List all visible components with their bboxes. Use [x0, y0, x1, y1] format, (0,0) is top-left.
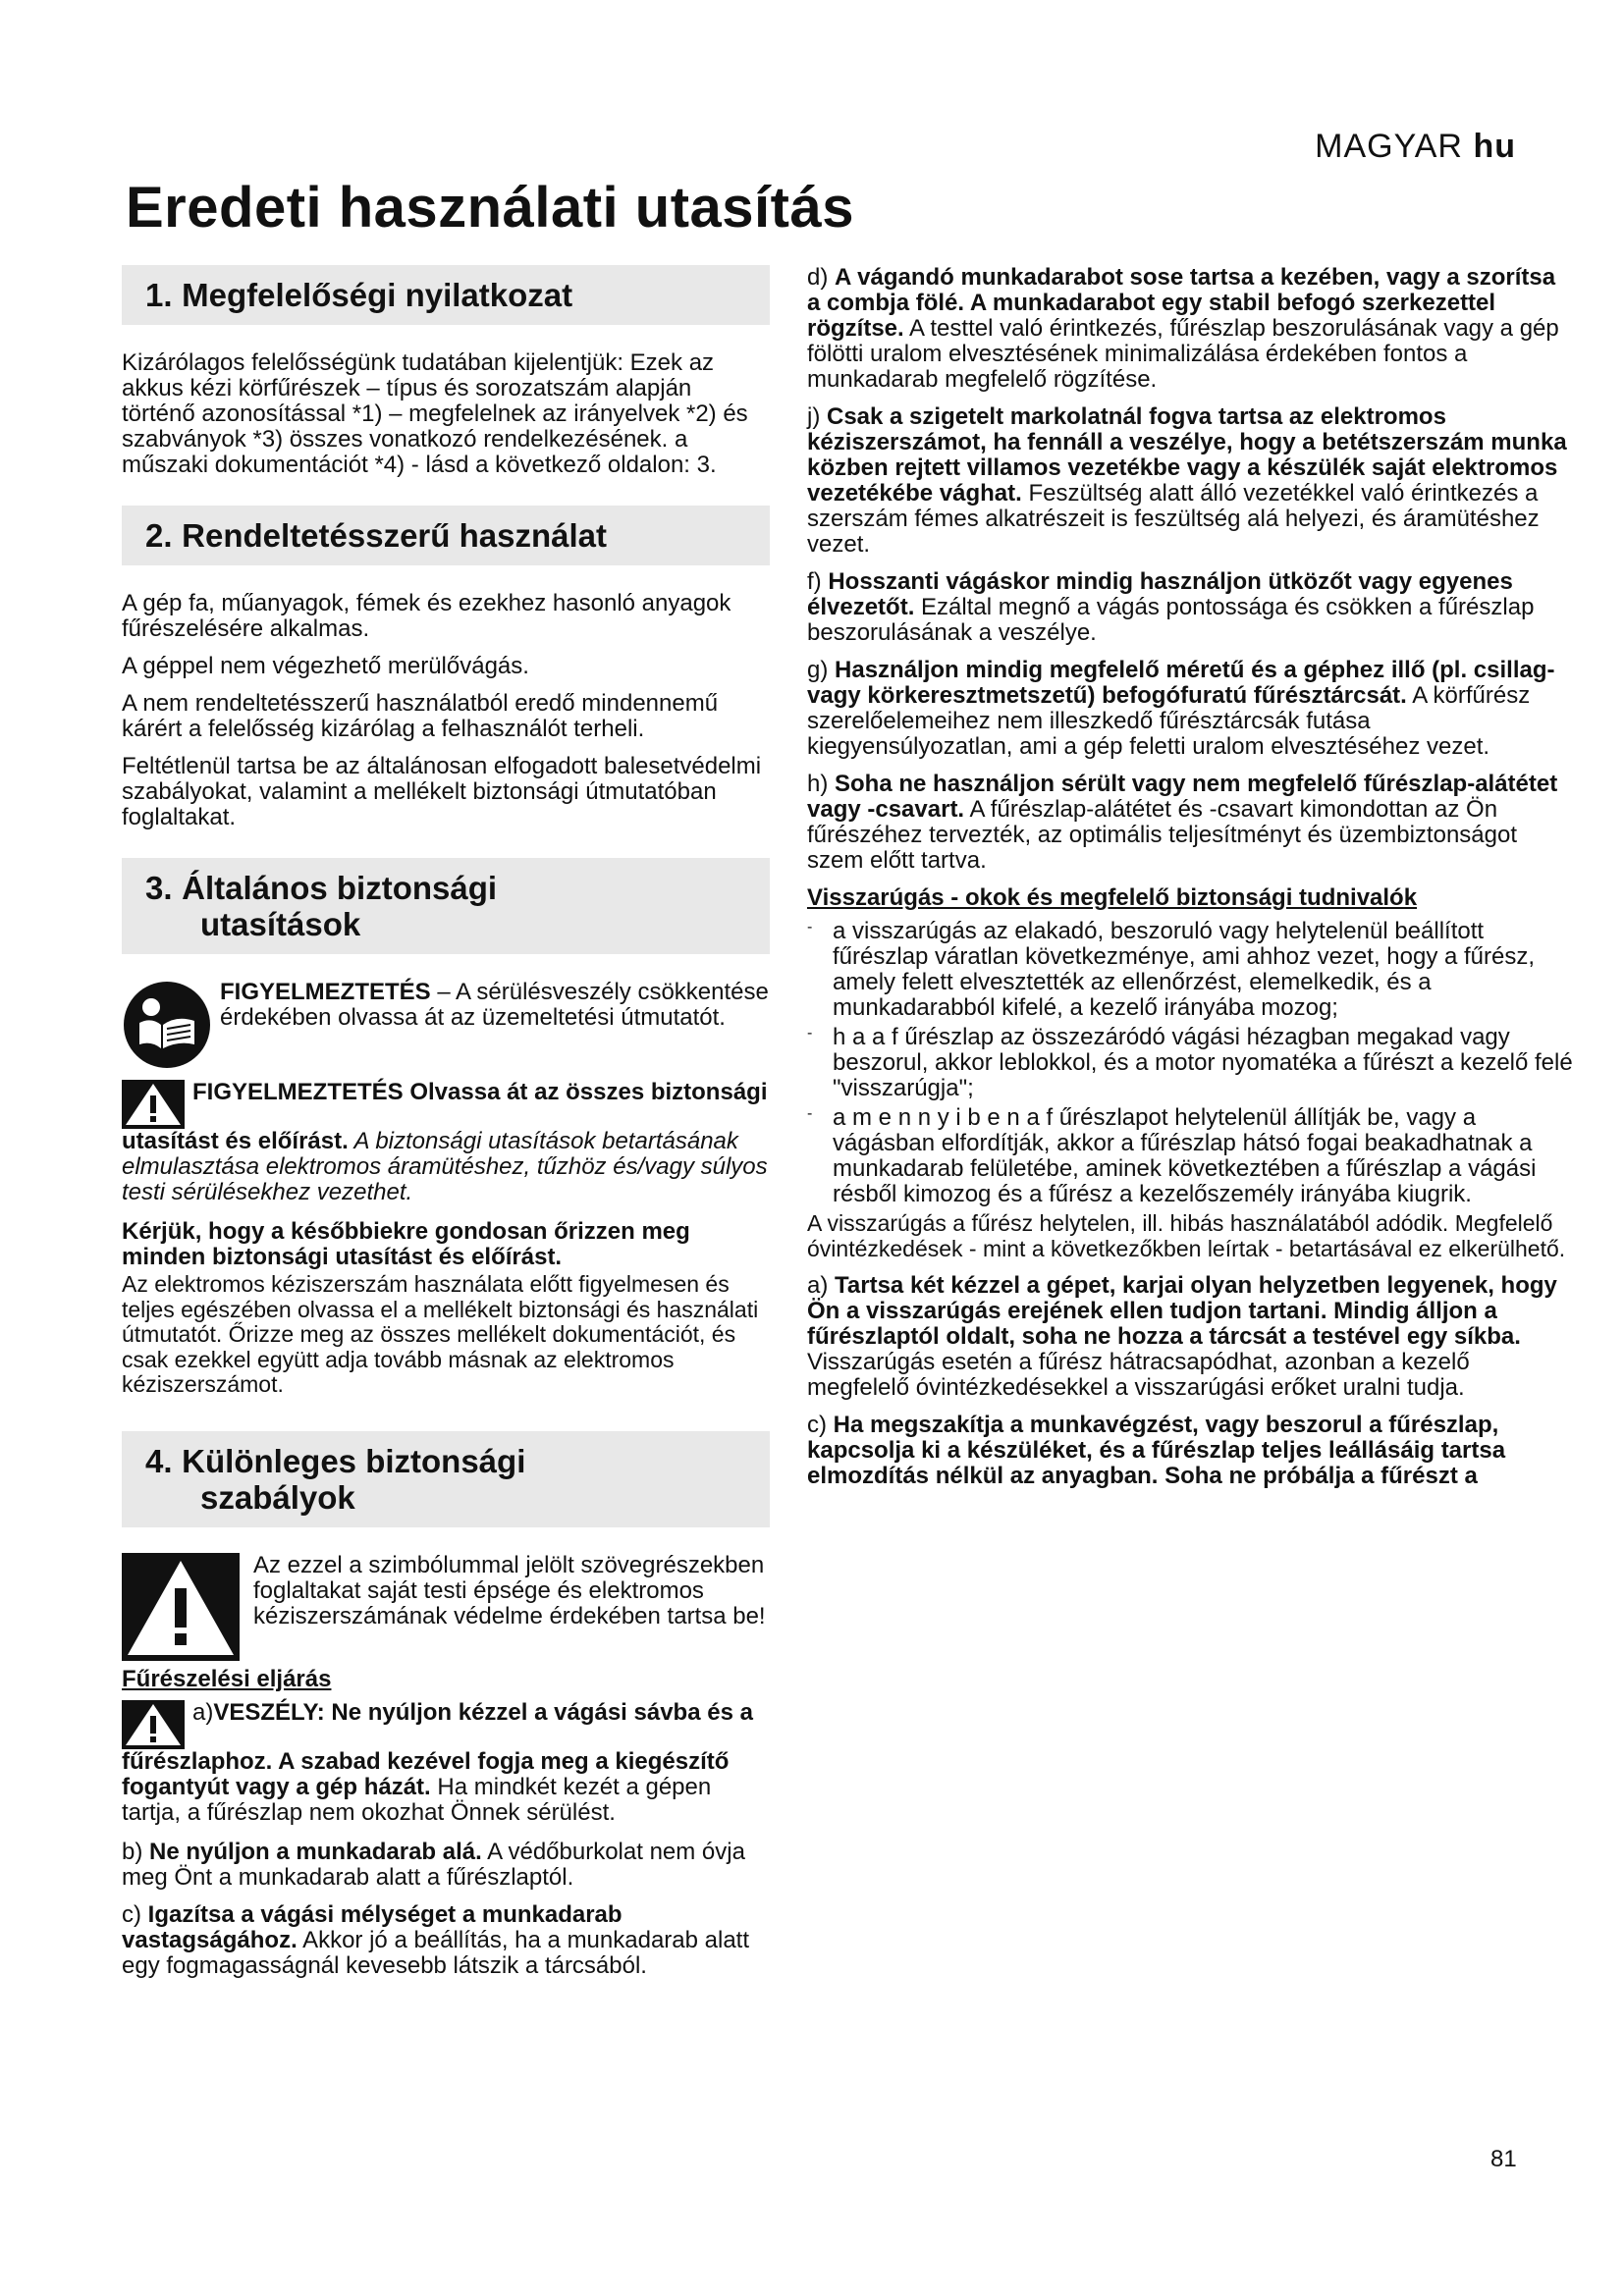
left-column	[122, 265, 770, 1991]
item-d	[807, 265, 1573, 393]
kickback-item-text: a m e n n y i b e n a f űrészlapot helytelenül állítják be, vagy a vágásban elfordítják, akkor a fűrészlap hátsó fogai beakadhatnak a munkadarab felületébe, aminek következtében a fűrészlap a vágási résből kimozog és a fűrész a kezelőszemély irányába kiugrik.	[833, 1104, 1537, 1207]
read-manual-warning	[122, 980, 770, 1070]
item-g	[807, 658, 1573, 760]
kickback-summary: A visszarúgás a fűrész helytelen, ill. hibás használatából adódik. Megfelelő óvintézkedések - mint a következőkben leírtak - betartásával ez elkerülhető.	[807, 1210, 1566, 1261]
item-text: Ezáltal megnő a vágás pontossága és csökken a fűrészlap beszorulásának a veszélye.	[807, 594, 1535, 646]
item-bold: Ha megszakítja a munkavégzést, vagy beszorul a fűrészlap, kapcsolja ki a készüléket, és a fűrészlap teljes leállásáig tartsa elmozdítás nélkül az anyagban. Soha ne próbálja a fűrészt a	[807, 1412, 1506, 1489]
kickback-item-text: a visszarúgás az elakadó, beszoruló vagy helytelenül beállított fűrészlap váratlan következménye, ami ahhoz vezet, hogy a fűrész, amely felett elvesztették az ellenőrzést, elemelkedik, és a munkadarabból kifelé, a kezelő irányába mozog;	[833, 918, 1536, 1021]
item-text: Visszarúgás esetén a fűrész hátracsapódhat, azonban a kezelő megfelelő óvintézkedésekkel a visszarúgási erőket uralni tudja.	[807, 1349, 1470, 1401]
section-number: 2.	[145, 517, 173, 554]
read-manual-icon	[122, 980, 212, 1070]
item-label: c)	[807, 1412, 827, 1438]
kickback-item	[807, 1025, 1573, 1101]
item-h	[807, 772, 1573, 874]
section-title: Megfelelőségi nyilatkozat	[182, 277, 573, 313]
use-paragraph-4: Feltétlenül tartsa be az általánosan elfogadott balesetvédelmi szabályokat, valamint a mellékelt biztonsági útmutatóban foglaltakat.	[122, 753, 762, 830]
item-a	[122, 1700, 770, 1826]
section-3-heading	[122, 858, 770, 954]
section-title-line-2: utasítások	[200, 906, 361, 942]
section-4-heading	[122, 1431, 770, 1527]
warning-text: – A sérülésveszély csökkentése érdekében olvassa át az üzemeltetési útmutatót.	[220, 979, 769, 1031]
item-bold: A vágandó munkadarabot sose tartsa a kezében, vagy a szorítsa a combja fölé. A munkadarabot egy stabil befogó szerkezettel rögzítse.	[807, 264, 1556, 342]
symbol-note	[122, 1553, 770, 1661]
item-bold: Csak a szigetelt markolatnál fogva tartsa az elektromos kéziszerszámot, ha fennáll a veszélye, hogy a betétszerszám munka közben rejtett villamos vezetékbe vagy a készülék saját elektromos vezetékébe vághat.	[807, 403, 1567, 507]
item-label: g)	[807, 657, 829, 683]
language-name: MAGYAR	[1315, 128, 1463, 165]
section-number: 3.	[145, 870, 173, 906]
item-text: A fűrészlap-alátétet és -csavart kimondottan az Ön fűrészéhez tervezték, az optimális teljesítményt és üzembiztonságot szem előtt tartva.	[807, 796, 1517, 874]
item-bold: Ne nyúljon a munkadarab alá.	[149, 1838, 482, 1865]
general-warning-italic: A biztonsági utasítások betartásának elmulasztása elektromos áramütéshez, tűzhöz és/vagy súlyos testi sérülésekhez vezethet.	[122, 1128, 768, 1205]
item-label: a)	[807, 1272, 829, 1299]
item-ka	[807, 1273, 1573, 1401]
item-label: f)	[807, 568, 822, 595]
item-label: b)	[122, 1838, 143, 1865]
item-bold: Használjon mindig megfelelő méretű és a géphez illő (pl. csillag- vagy körkeresztmetszetű) befogófuratú fűrésztárcsát.	[807, 657, 1555, 709]
sawing-procedure-heading: Fűrészelési eljárás	[122, 1665, 332, 1692]
item-text: Feszültség alatt álló vezetékkel való érintkezés a szerszám fémes alkatrészeit is feszültség alá helyezi, és áramütéshez vezet.	[807, 480, 1540, 558]
section-2-heading	[122, 506, 770, 565]
section-title-line-2: szabályok	[200, 1478, 355, 1516]
item-text: A védőburkolat nem óvja meg Önt a munkadarab alatt a fűrészlaptól.	[122, 1838, 745, 1891]
page-number: 81	[1490, 2146, 1517, 2172]
item-label: c)	[122, 1900, 141, 1928]
kickback-item	[807, 1105, 1573, 1207]
section-number: 4.	[145, 1442, 173, 1479]
section-title-line-1: Általános biztonsági	[182, 870, 498, 906]
right-column	[807, 265, 1573, 1501]
item-bold: Tartsa két kézzel a gépet, karjai olyan helyzetben legyenek, hogy Ön a visszarúgás erejének ellen tudjon tartani. Mindig álljon a fűrészlaptól oldalt, soha ne hozza a tárcsát a testével egy síkba.	[807, 1272, 1557, 1350]
keep-instructions-text: Az elektromos kéziszerszám használata előtt figyelmesen és teljes egészében olvassa el a mellékelt biztonsági és használati útmutatót. Őrizze meg az összes mellékelt dokumentációt, és csak ezekkel együtt adja tovább másnak az elektromos kéziszerszámot.	[122, 1271, 759, 1397]
keep-instructions-bold: Kérjük, hogy a későbbiekre gondosan őrizzen meg minden biztonsági utasítást és előírást.	[122, 1218, 690, 1270]
dash: -	[807, 919, 813, 935]
item-b	[122, 1840, 770, 1891]
use-paragraph-2: A géppel nem végezhető merülővágás.	[122, 653, 529, 679]
section-number: 1.	[145, 277, 173, 313]
symbol-note-text: Az ezzel a szimbólummal jelölt szövegrészekben foglaltakat saját testi épsége és elektromos kéziszerszámának védelme érdekében tartsa be!	[253, 1551, 766, 1629]
conformity-text: Kizárólagos felelősségünk tudatában kijelentjük: Ezek az akkus kézi körfűrészek – típus és sorozatszám alapján történő azonosítással *1) – megfelelnek az irányelvek *2) és szabványok *3) összes vonatkozó rendelkezésének. a műszaki dokumentációt *4) - lásd a következő oldalon: 3.	[122, 349, 748, 478]
warning-triangle-icon	[122, 1700, 185, 1749]
section-1-heading	[122, 265, 770, 325]
warning-triangle-large-icon	[122, 1553, 240, 1661]
kickback-item	[807, 919, 1573, 1021]
item-text: Akkor jó a beállítás, ha a munkadarab alatt egy fogmagasságnál kevesebb látszik a tárcsából.	[122, 1926, 750, 1979]
kickback-item-text: h a a f űrészlap az összezáródó vágási hézagban megakad vagy beszorul, akkor leblokkol, és a motor nyomatéka a fűrészt a kezelő felé "visszarúgja";	[833, 1024, 1573, 1101]
warning-label: FIGYELMEZTETÉS	[220, 979, 431, 1005]
item-c	[122, 1902, 770, 1979]
item-bold: Igazítsa a vágási mélységet a munkadarab vastagságához.	[122, 1900, 623, 1953]
kickback-heading: Visszarúgás - okok és megfelelő biztonsági tudnivalók	[807, 884, 1418, 911]
page-title: Eredeti használati utasítás	[126, 176, 854, 240]
item-label: h)	[807, 771, 829, 797]
dash: -	[807, 1025, 813, 1041]
warning-triangle-icon	[122, 1080, 185, 1129]
item-text: A testtel való érintkezés, fűrészlap beszorulásának vagy a gép fölötti uralom elvesztésének minimalizálása érdekében fontos a munkadarab megfelelő rögzítése.	[807, 315, 1559, 393]
item-kc	[807, 1413, 1573, 1489]
language-label	[1315, 128, 1516, 166]
dash: -	[807, 1105, 813, 1122]
item-label: a)	[192, 1698, 214, 1726]
language-code: hu	[1473, 128, 1516, 165]
item-label: d)	[807, 264, 829, 291]
item-text: Ha mindkét kezét a gépen tartja, a fűrészlap nem okozhat Önnek sérülést.	[122, 1773, 712, 1826]
item-j	[807, 404, 1573, 558]
item-bold: Soha ne használjon sérült vagy nem megfelelő fűrészlap-alátétet vagy -csavart.	[807, 771, 1558, 823]
item-f	[807, 569, 1573, 646]
item-label: j)	[807, 403, 821, 430]
item-text: A körfűrész szerelőelemeihez nem illeszkedő fűrésztárcsák futása kiegyensúlyozatlan, ami a gép feletti uralom elvesztéséhez vezet.	[807, 682, 1531, 760]
general-warning	[122, 1080, 770, 1205]
item-bold: Hosszanti vágáskor mindig használjon ütközőt vagy egyenes élvezetőt.	[807, 568, 1513, 620]
item-bold: VESZÉLY: Ne nyúljon kézzel a vágási sávba és a fűrészlaphoz. A szabad kezével fogja meg a kiegészítő fogantyút vagy a gép házát.	[122, 1698, 753, 1800]
section-title: Rendeltetésszerű használat	[182, 517, 607, 554]
section-title-line-1: Különleges biztonsági	[182, 1442, 526, 1479]
use-paragraph-3: A nem rendeltetésszerű használatból eredő mindennemű kárért a felelősség kizárólag a felhasználót terheli.	[122, 690, 719, 742]
general-warning-bold: FIGYELMEZTETÉS Olvassa át az összes biztonsági utasítást és előírást.	[122, 1079, 768, 1154]
use-paragraph-1: A gép fa, műanyagok, fémek és ezekhez hasonló anyagok fűrészelésére alkalmas.	[122, 590, 731, 642]
